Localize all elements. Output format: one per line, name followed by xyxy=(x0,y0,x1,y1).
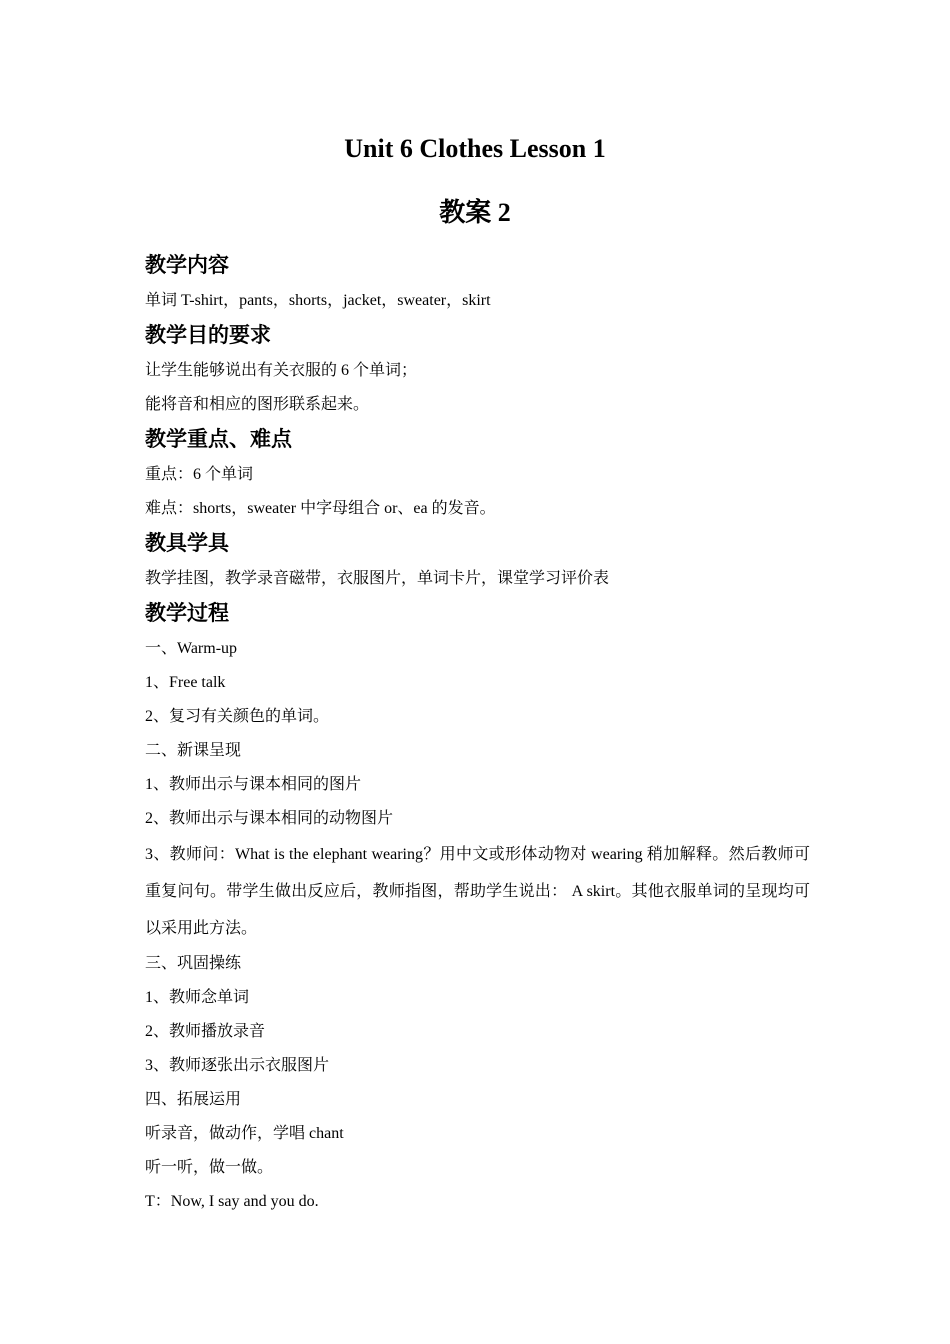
section-heading-procedure: 教学过程 xyxy=(145,601,229,625)
paragraph: 难点：shorts，sweater 中字母组合 or、ea 的发音。 xyxy=(145,500,496,517)
section-heading-content: 教学内容 xyxy=(145,253,229,277)
paragraph: 1、教师出示与课本相同的图片 xyxy=(145,776,362,793)
paragraph: 2、教师出示与课本相同的动物图片 xyxy=(145,810,394,827)
paragraph: 3、教师问：What is the elephant wearing？用中文或形体动物对 wearing 稍加解释。然后教师可重复问句。带学生做出反应后，教师指图，帮助学生说出： A skirt。其他衣服单词的呈现均可以采用此方法。 xyxy=(145,846,810,937)
document-body xyxy=(145,248,810,1219)
section-heading-key-points: 教学重点、难点 xyxy=(145,427,292,451)
paragraph: 能将音和相应的图形联系起来。 xyxy=(145,396,370,413)
paragraph: 1、Free talk xyxy=(145,674,226,691)
document-title: Unit 6 Clothes Lesson 1 xyxy=(344,134,606,163)
paragraph: 二、新课呈现 xyxy=(145,742,242,759)
section-heading-objectives: 教学目的要求 xyxy=(145,323,271,347)
document-subtitle: 教案 2 xyxy=(439,198,511,227)
paragraph: T：Now, I say and you do. xyxy=(145,1193,319,1210)
paragraph: 一、Warm-up xyxy=(145,640,238,657)
paragraph: 重点：6 个单词 xyxy=(145,466,254,483)
paragraph: 让学生能够说出有关衣服的 6 个单词； xyxy=(145,362,418,379)
paragraph: 三、巩固操练 xyxy=(145,955,242,972)
paragraph: 听录音，做动作，学唱 chant xyxy=(145,1125,344,1142)
paragraph: 3、教师逐张出示衣服图片 xyxy=(145,1057,330,1074)
paragraph: 教学挂图，教学录音磁带，衣服图片，单词卡片，课堂学习评价表 xyxy=(145,570,610,587)
paragraph: 四、拓展运用 xyxy=(145,1091,242,1108)
paragraph: 听一听，做一做。 xyxy=(145,1159,274,1176)
paragraph: 1、教师念单词 xyxy=(145,989,250,1006)
paragraph: 2、教师播放录音 xyxy=(145,1023,266,1040)
paragraph: 单词 T-shirt，pants，shorts，jacket，sweater，skirt xyxy=(145,292,491,309)
paragraph: 2、复习有关颜色的单词。 xyxy=(145,708,330,725)
section-heading-materials: 教具学具 xyxy=(145,531,229,555)
